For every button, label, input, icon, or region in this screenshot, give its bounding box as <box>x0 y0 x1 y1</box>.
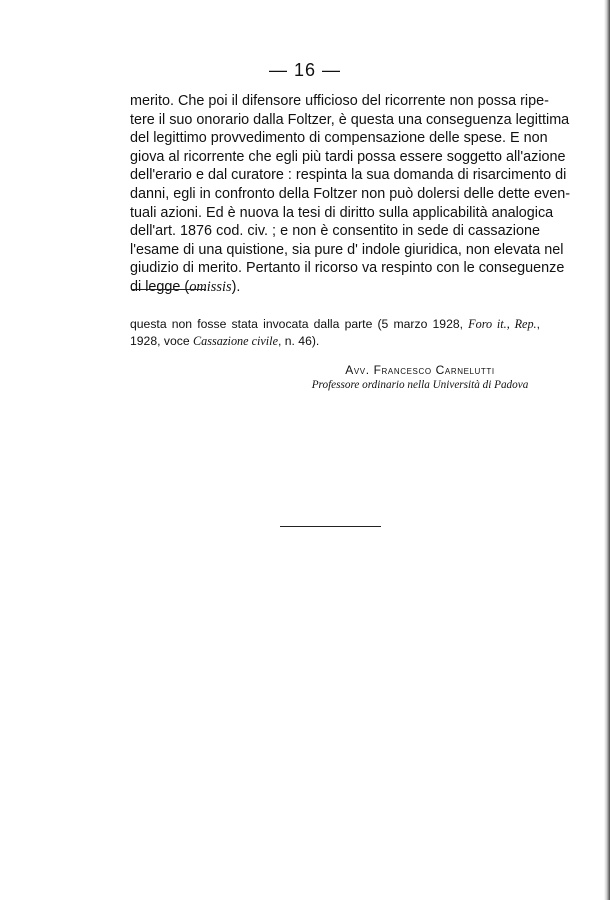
body-line: danni, egli in confronto della Foltzer non può dolersi delle dette even- <box>130 185 570 202</box>
footnote-separator-rule <box>131 289 206 290</box>
body-last-line-end: ). <box>231 278 241 295</box>
footnote <box>130 316 540 350</box>
footnote-text: , n. 46). <box>277 334 320 348</box>
footnote-citation-italic: Cassazione civile <box>193 334 278 348</box>
footnote-line-1 <box>130 316 540 333</box>
body-line: giudizio di merito. Pertanto il ricorso va respinto con le conseguenze <box>130 260 565 277</box>
body-line: dell'erario e dal curatore : respinta la sua domanda di risarcimento di <box>130 167 567 184</box>
body-line: del legittimo provvedimento di compensazione delle spese. E non <box>130 130 548 147</box>
body-line: giova al ricorrente che egli più tardi possa essere soggetto all'azione <box>130 148 566 165</box>
omissis-italic: omissis <box>189 278 232 295</box>
body-last-line-start: di legge ( <box>130 278 190 295</box>
body-line: dell'art. 1876 cod. civ. ; e non è consentito in sede di cassazione <box>130 223 540 240</box>
body-line: tuali azioni. Ed è nuova la tesi di diritto sulla applicabilità analogica <box>130 204 554 221</box>
body-line: l'esame di una quistione, sia pure d' indole giuridica, non elevata nel <box>130 241 564 258</box>
body-line: merito. Che poi il difensore ufficioso del ricorrente non possa ripe- <box>130 93 549 109</box>
author-title: Professore ordinario nella Università di Padova <box>311 379 529 391</box>
body-line: tere il suo onorario dalla Foltzer, è questa una conseguenza legittima <box>130 111 570 128</box>
signature-block <box>300 362 540 393</box>
footnote-text: , <box>536 317 540 331</box>
footnote-line-2 <box>130 333 540 350</box>
footnote-text: 1928, voce <box>130 334 194 348</box>
author-name: Avv. Francesco Carnelutti <box>345 363 495 377</box>
page-number: — 16 — <box>268 60 342 80</box>
scanned-page-edge <box>604 0 610 900</box>
footnote-text: questa non fosse stata invocata dalla parte (5 marzo 1928, <box>130 317 469 331</box>
main-paragraph <box>130 92 570 297</box>
end-rule <box>280 526 381 527</box>
footnote-citation-italic: Foro it., Rep. <box>468 317 537 331</box>
body-last-line <box>130 278 540 297</box>
